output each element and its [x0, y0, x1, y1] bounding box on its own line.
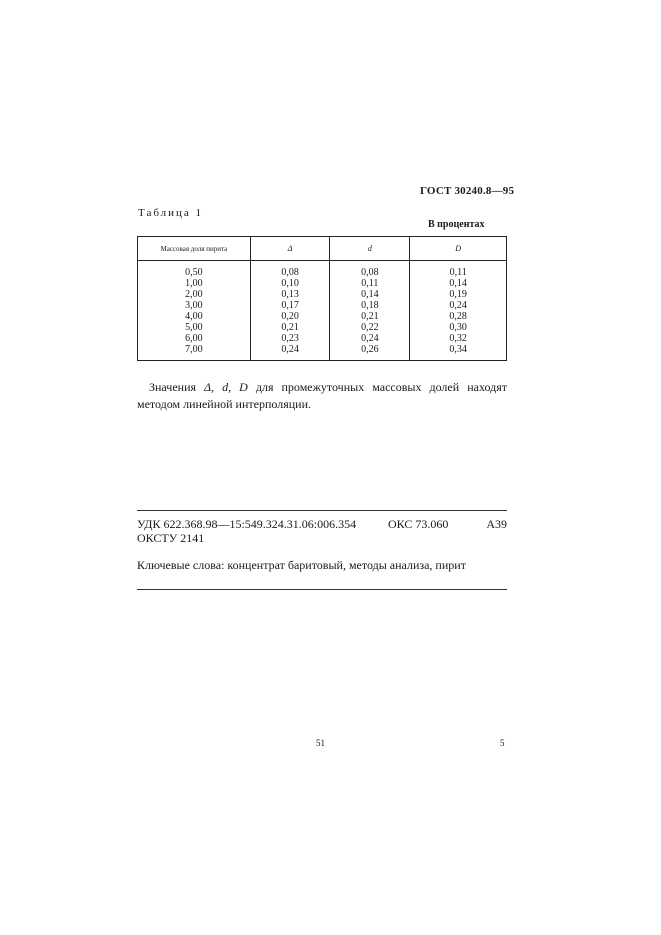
table-cell: 0,24	[330, 333, 410, 344]
table-cell: 0,19	[410, 289, 507, 300]
table-cell: 0,20	[250, 311, 330, 322]
table-cell: 6,00	[138, 333, 251, 344]
table-cell: 0,30	[410, 322, 507, 333]
table-cell: 3,00	[138, 300, 251, 311]
table-cell: 0,14	[410, 278, 507, 289]
column-header-mass-fraction: Массовая доля пирита	[138, 237, 251, 261]
table-row	[138, 333, 507, 344]
table-cell: 0,32	[410, 333, 507, 344]
table-cell: 0,08	[250, 261, 330, 279]
interpolation-note: Значения Δ, d, D для промежуточных массовых долей находят методом линейной интерполяции.	[137, 380, 508, 411]
udk-code: УДК 622.368.98—15:549.324.31.06:006.354	[137, 517, 357, 531]
divider-bottom	[137, 589, 507, 590]
table-cell: 2,00	[138, 289, 251, 300]
table-caption: Таблица 1	[138, 207, 204, 219]
table-row	[138, 300, 507, 311]
table-cell: 0,11	[330, 278, 410, 289]
table-row	[138, 278, 507, 289]
table-cell: 0,11	[410, 261, 507, 279]
table-cell: 0,18	[330, 300, 410, 311]
table-cell: 0,10	[250, 278, 330, 289]
page-number-center: 51	[316, 738, 325, 748]
table-cell: 0,24	[250, 344, 330, 361]
classification-line	[137, 517, 507, 532]
table-cell: 0,50	[138, 261, 251, 279]
table-cell: 0,26	[330, 344, 410, 361]
document-code: ГОСТ 30240.8—95	[420, 185, 515, 197]
table-cell: 0,21	[330, 311, 410, 322]
table-cell: 5,00	[138, 322, 251, 333]
pyrite-table	[137, 236, 507, 361]
okstu-code: ОКСТУ 2141	[137, 531, 205, 545]
table-cell: 0,23	[250, 333, 330, 344]
oks-code: ОКС 73.060	[387, 517, 449, 531]
table-cell: 0,34	[410, 344, 507, 361]
column-header-D: D	[410, 237, 507, 261]
column-header-delta: Δ	[250, 237, 330, 261]
table-row	[138, 261, 507, 279]
category-code: А39	[486, 517, 507, 531]
page-number-right: 5	[500, 738, 505, 748]
table-row	[138, 322, 507, 333]
table-row	[138, 289, 507, 300]
table-row	[138, 311, 507, 322]
table-cell: 0,21	[250, 322, 330, 333]
units-label: В процентах	[428, 219, 485, 230]
table-cell: 0,24	[410, 300, 507, 311]
table-cell: 0,28	[410, 311, 507, 322]
table-cell: 0,08	[330, 261, 410, 279]
table-cell: 0,14	[330, 289, 410, 300]
keywords: Ключевые слова: концентрат баритовый, методы анализа, пирит	[137, 558, 466, 572]
table-cell: 0,17	[250, 300, 330, 311]
table-cell: 4,00	[138, 311, 251, 322]
table-cell: 0,13	[250, 289, 330, 300]
column-header-d: d	[330, 237, 410, 261]
table-row	[138, 344, 507, 361]
table-cell: 1,00	[138, 278, 251, 289]
divider-top	[137, 510, 507, 511]
table-cell: 0,22	[330, 322, 410, 333]
table-cell: 7,00	[138, 344, 251, 361]
